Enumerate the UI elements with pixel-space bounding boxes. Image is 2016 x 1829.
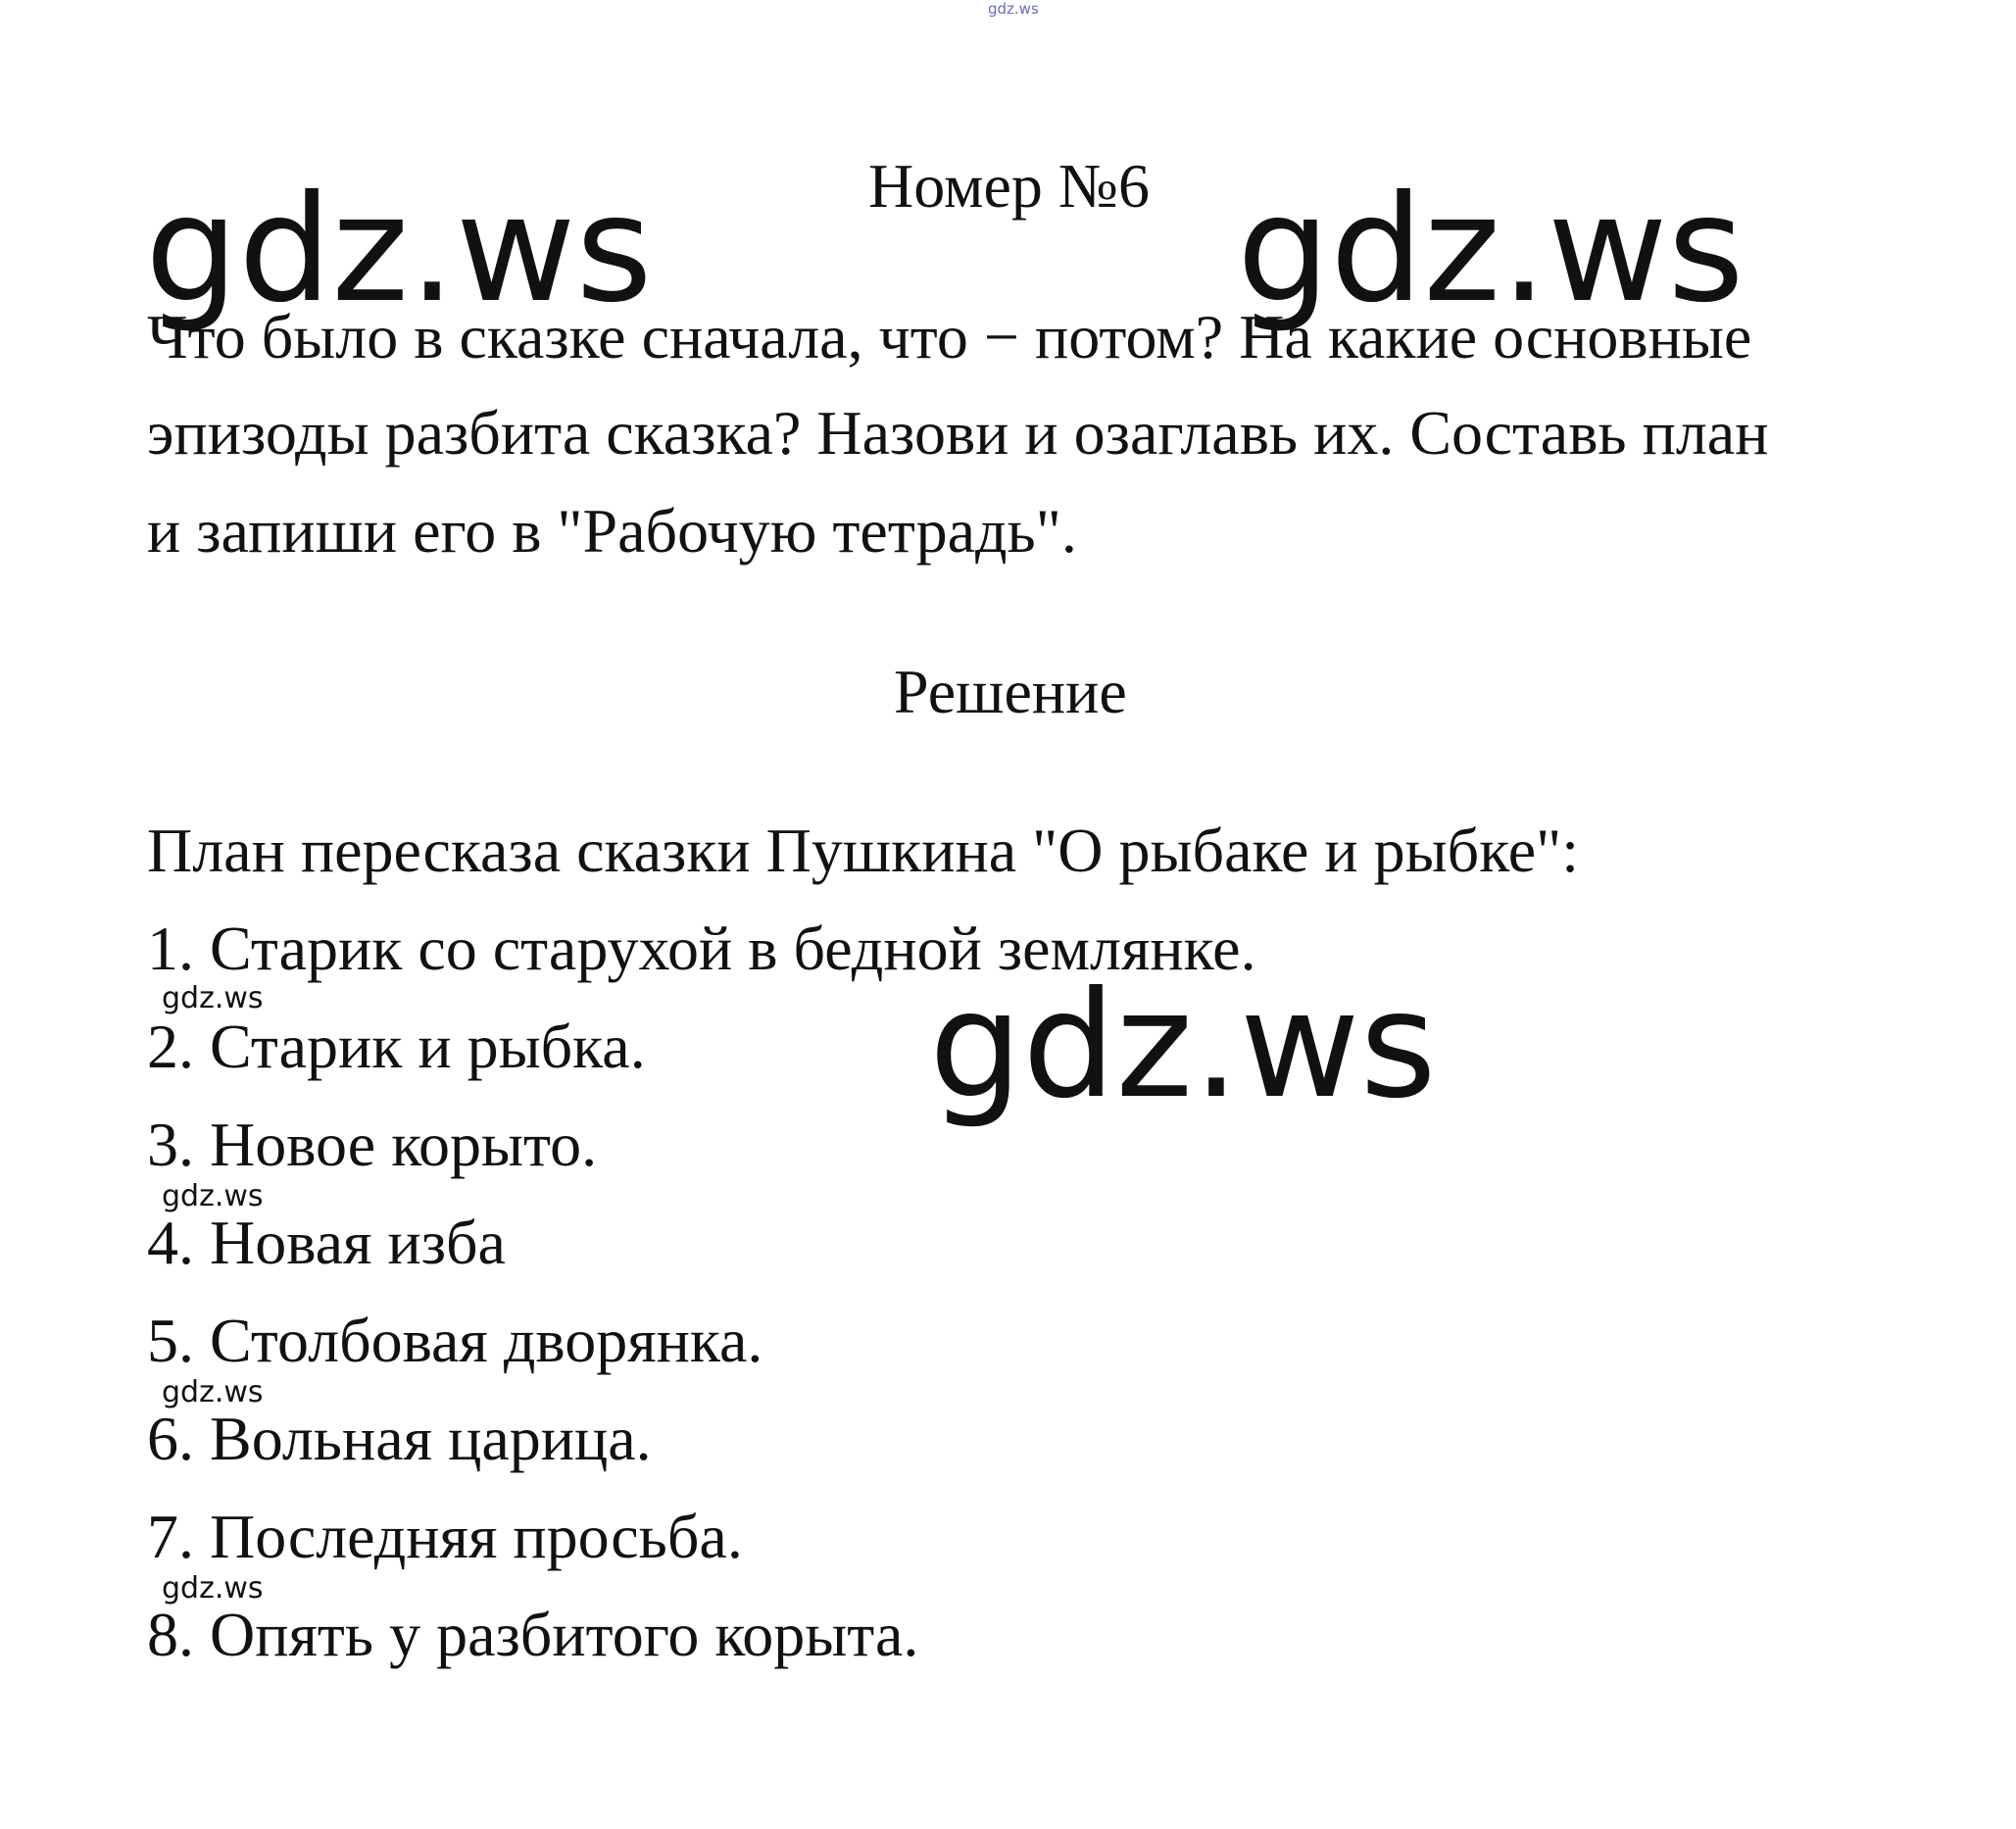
plan-item: 2. Старик и рыбка. — [147, 1012, 646, 1081]
question-line: Что было в сказке сначала, что − потом? На какие основные — [147, 302, 1752, 371]
plan-item: 1. Старик со старухой в бедной землянке. — [147, 914, 1256, 983]
question-line: и запиши его в "Рабочую тетрадь". — [147, 496, 1077, 566]
plan-item: 4. Новая изба — [147, 1208, 506, 1277]
watermark-small: gdz.ws — [162, 1179, 264, 1213]
watermark-big: gdz.ws — [929, 961, 1437, 1131]
plan-item: 5. Столбовая дворянка. — [147, 1306, 763, 1375]
plan-item: 6. Вольная царица. — [147, 1404, 652, 1473]
page-title: Номер №6 — [868, 151, 1150, 221]
plan-item: 3. Новое корыто. — [147, 1110, 598, 1179]
plan-item: 8. Опять у разбитого корыта. — [147, 1600, 919, 1669]
plan-intro: План пересказа сказки Пушкина "О рыбаке и рыбке": — [147, 816, 1579, 885]
plan-item: 7. Последняя просьба. — [147, 1502, 743, 1571]
solution-heading: Решение — [894, 657, 1127, 726]
watermark-small: gdz.ws — [162, 1375, 264, 1409]
watermark-top: gdz.ws — [988, 0, 1039, 18]
watermark-small: gdz.ws — [162, 1571, 264, 1606]
watermark-big: gdz.ws — [1237, 165, 1745, 335]
question-line: эпизоды разбита сказка? Назови и озаглавь их. Составь план — [147, 398, 1769, 468]
watermark-big: gdz.ws — [145, 165, 653, 335]
watermark-small: gdz.ws — [162, 981, 264, 1015]
